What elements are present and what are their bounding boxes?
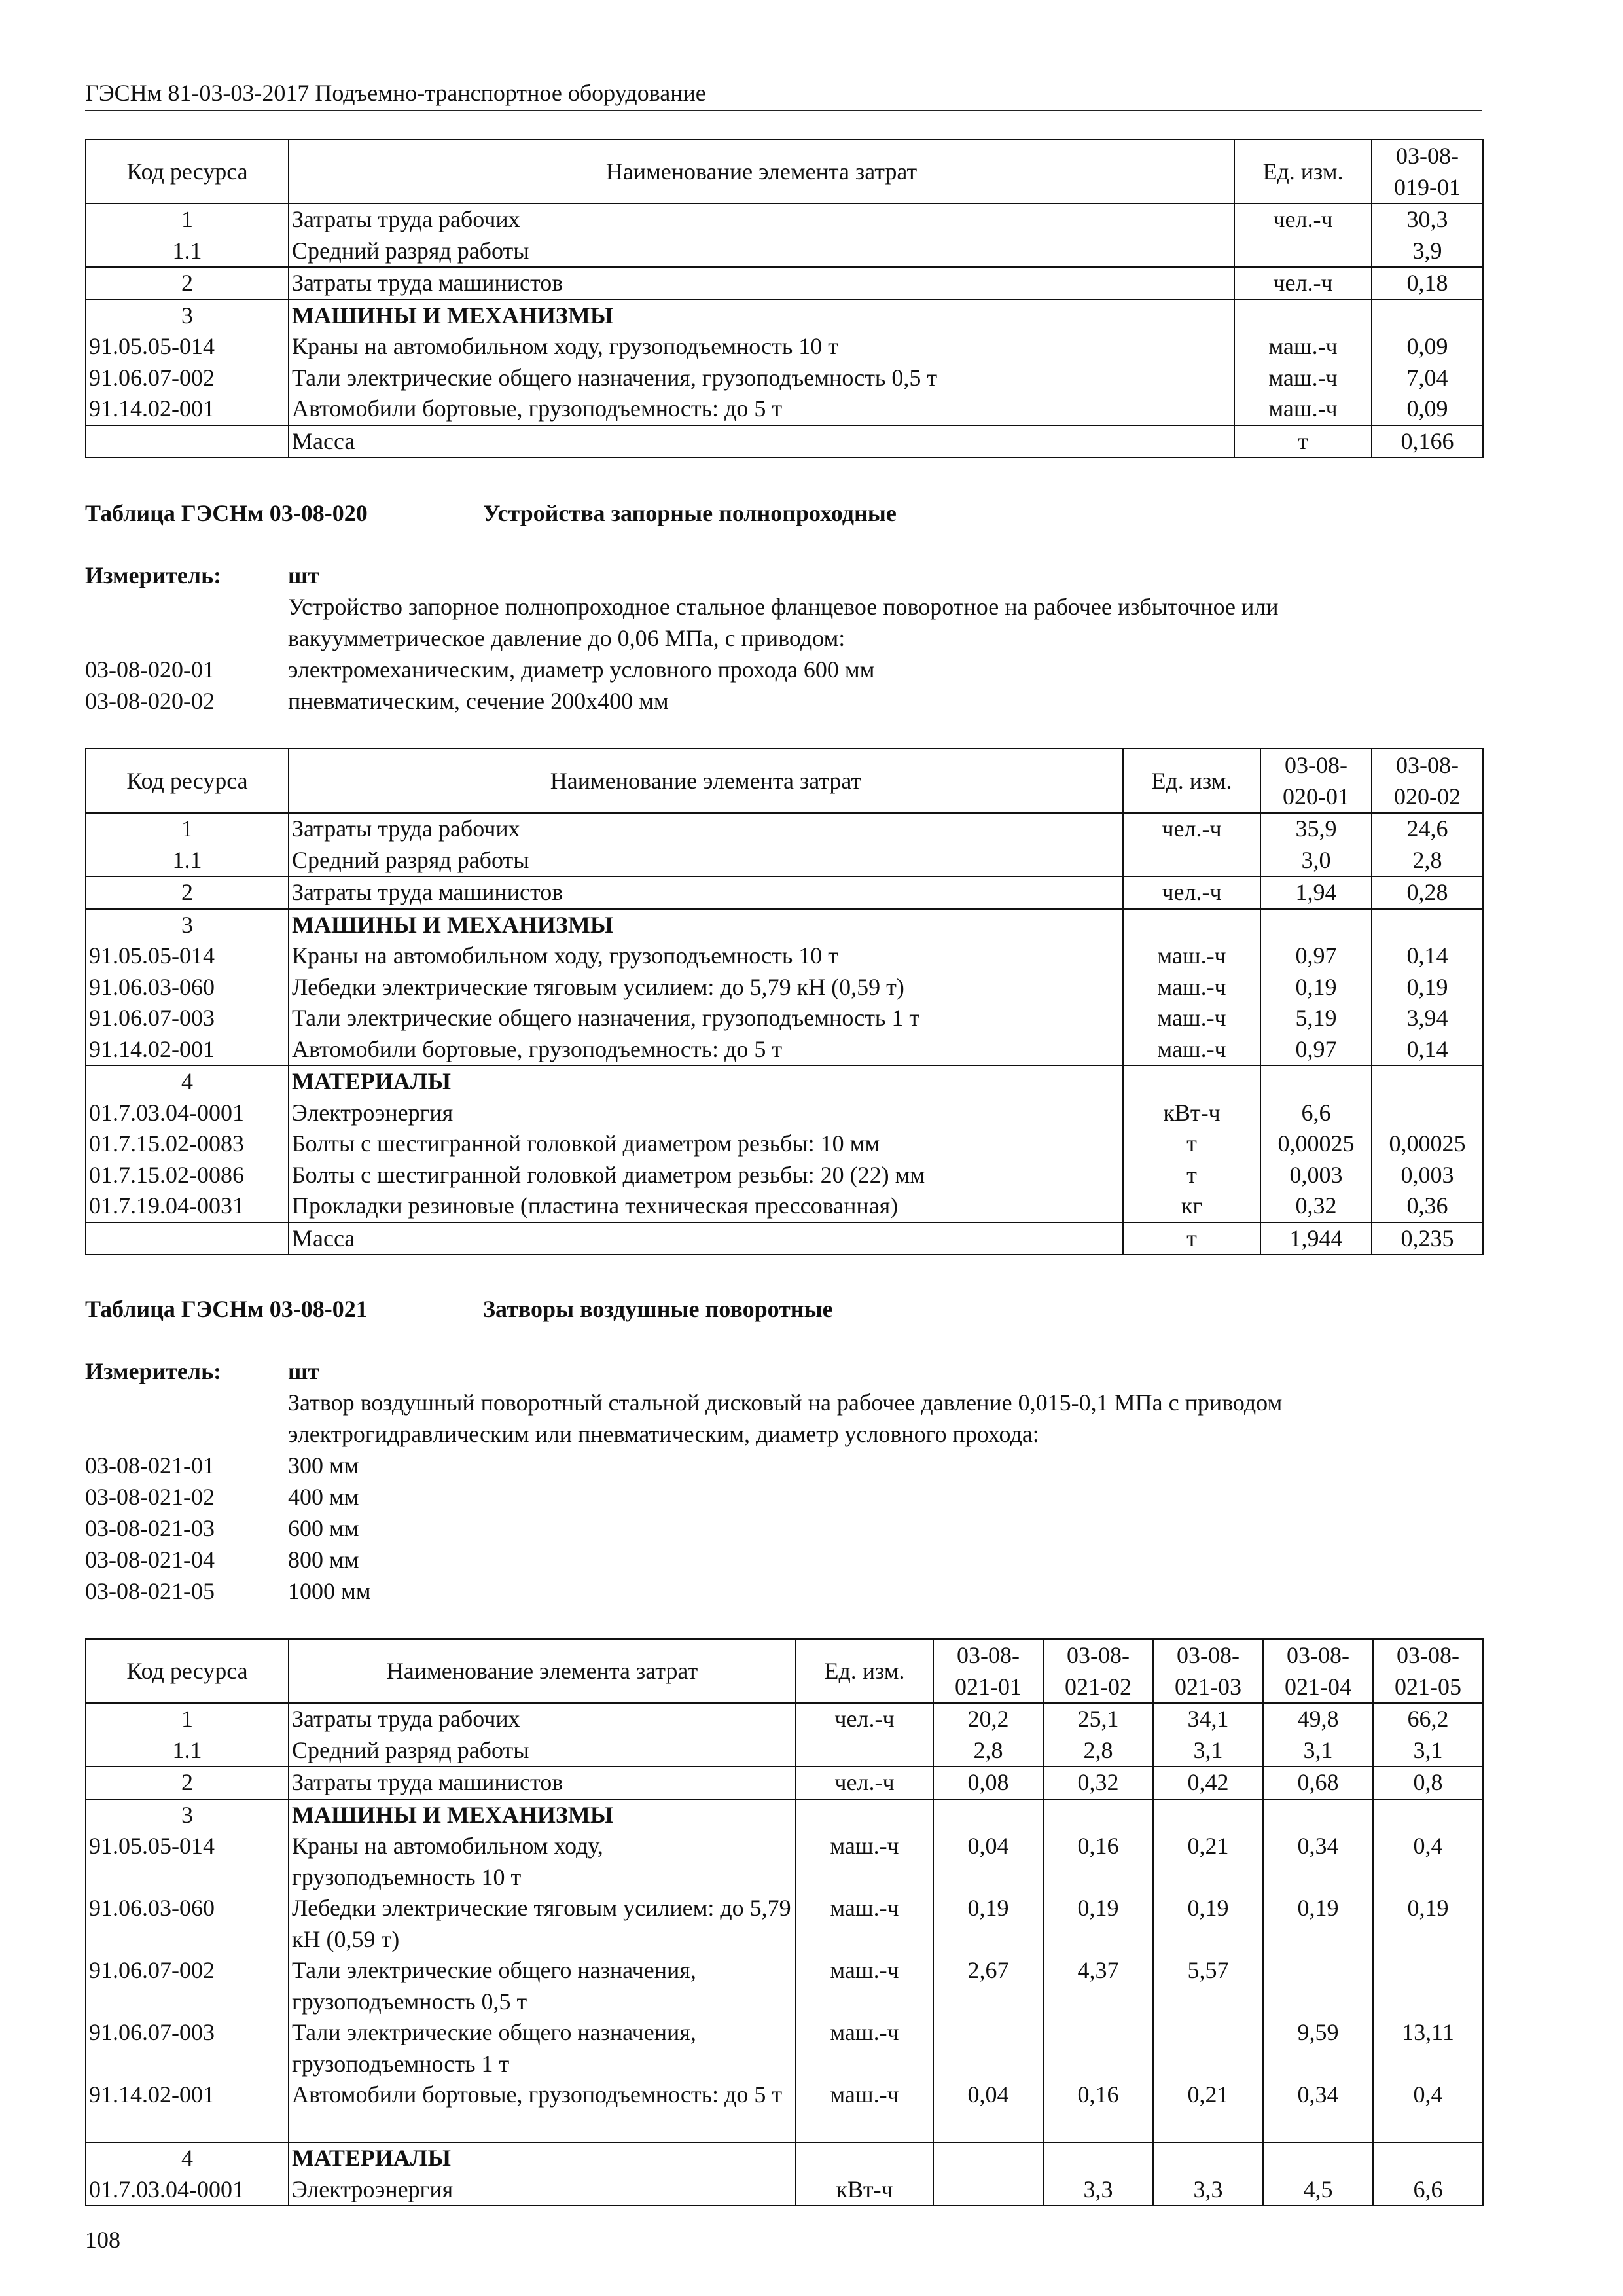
resource-code bbox=[86, 425, 289, 458]
unit-cell: кВт-ч bbox=[1123, 1098, 1260, 1129]
value-cell: 3,3 bbox=[1153, 2174, 1263, 2206]
unit-cell: маш.-ч bbox=[796, 1831, 933, 1893]
norm-description: пневматическим, сечение 200х400 мм bbox=[288, 688, 669, 714]
unit-cell: маш.-ч bbox=[1123, 1003, 1260, 1034]
norm-code: 03-08-020-01 bbox=[85, 656, 215, 683]
cost-element-name: Лебедки электрические тяговым усилием: до 5,79 кН (0,59 т) bbox=[289, 972, 1123, 1003]
resource-code: 91.06.07-002 bbox=[86, 363, 289, 394]
cost-element-name: Средний разряд работы bbox=[289, 236, 1234, 268]
table-row bbox=[86, 1831, 1483, 1893]
value-cell bbox=[933, 1799, 1043, 1831]
header-norm-column: 03-08-021-02 bbox=[1043, 1639, 1153, 1703]
cost-element-name: МАШИНЫ И МЕХАНИЗМЫ bbox=[289, 909, 1123, 941]
value-cell: 0,42 bbox=[1153, 1767, 1263, 1799]
resource-code: 01.7.03.04-0001 bbox=[86, 1098, 289, 1129]
unit-cell: маш.-ч bbox=[796, 1893, 933, 1955]
unit-cell: маш.-ч bbox=[1234, 393, 1372, 425]
value-cell: 25,1 bbox=[1043, 1703, 1153, 1735]
description-line: вакуумметрическое давление до 0,06 МПа, с приводом: bbox=[288, 625, 846, 651]
resource-code: 1.1 bbox=[86, 236, 289, 268]
value-cell: 3,1 bbox=[1263, 1735, 1373, 1767]
value-cell: 9,59 bbox=[1263, 2017, 1373, 2079]
value-cell: 4,5 bbox=[1263, 2174, 1373, 2206]
value-cell: 0,09 bbox=[1372, 331, 1483, 363]
resource-table-03-08-020 bbox=[85, 748, 1484, 1255]
value-cell bbox=[1373, 2142, 1483, 2174]
cost-element-name: Электроэнергия bbox=[289, 2174, 796, 2206]
resource-code: 4 bbox=[86, 1066, 289, 1098]
value-cell: 0,8 bbox=[1373, 1767, 1483, 1799]
value-cell: 2,8 bbox=[1372, 845, 1483, 877]
cost-element-name: Затраты труда рабочих bbox=[289, 204, 1234, 236]
header-norm-column: 03-08-021-01 bbox=[933, 1639, 1043, 1703]
resource-code: 3 bbox=[86, 300, 289, 332]
header-norm-column: 03-08-021-03 bbox=[1153, 1639, 1263, 1703]
table-row bbox=[86, 267, 1483, 300]
cost-element-name: Средний разряд работы bbox=[289, 845, 1123, 877]
cost-element-name: МАШИНЫ И МЕХАНИЗМЫ bbox=[289, 300, 1234, 332]
value-cell: 4,37 bbox=[1043, 1955, 1153, 2017]
unit-cell: т bbox=[1123, 1128, 1260, 1160]
table-row bbox=[86, 331, 1483, 363]
table-row bbox=[86, 2142, 1483, 2174]
value-cell: 6,6 bbox=[1260, 1098, 1372, 1129]
table-row bbox=[86, 845, 1483, 877]
cost-element-name: Прокладки резиновые (пластина техническая прессованная) bbox=[289, 1191, 1123, 1223]
header-name: Наименование элемента затрат bbox=[289, 139, 1234, 204]
unit-cell: т bbox=[1123, 1160, 1260, 1191]
cost-element-name: Автомобили бортовые, грузоподъемность: до 5 т bbox=[289, 2079, 796, 2142]
header-norm-column: 03-08-020-02 bbox=[1372, 749, 1483, 813]
value-cell: 13,11 bbox=[1373, 2017, 1483, 2079]
value-cell: 0,34 bbox=[1263, 1831, 1373, 1893]
resource-code: 1.1 bbox=[86, 845, 289, 877]
norm-code: 03-08-021-05 bbox=[85, 1578, 215, 1604]
table-row bbox=[86, 1128, 1483, 1160]
table-row bbox=[86, 813, 1483, 845]
value-cell: 0,32 bbox=[1043, 1767, 1153, 1799]
table-header-row bbox=[86, 749, 1483, 813]
value-cell: 1,94 bbox=[1260, 876, 1372, 909]
header-name: Наименование элемента затрат bbox=[289, 1639, 796, 1703]
unit-cell: маш.-ч bbox=[1123, 972, 1260, 1003]
norm-description: 400 мм bbox=[288, 1484, 359, 1510]
resource-code bbox=[86, 1223, 289, 1255]
cost-element-name: Электроэнергия bbox=[289, 1098, 1123, 1129]
description-line: Затвор воздушный поворотный стальной дисковый на рабочее давление 0,015-0,1 МПа с приводом bbox=[288, 1390, 1283, 1416]
resource-code: 3 bbox=[86, 909, 289, 941]
unit-cell: чел.-ч bbox=[1123, 813, 1260, 845]
unit-cell: чел.-ч bbox=[796, 1703, 933, 1735]
resource-code: 2 bbox=[86, 1767, 289, 1799]
value-cell: 49,8 bbox=[1263, 1703, 1373, 1735]
cost-element-name: Затраты труда машинистов bbox=[289, 1767, 796, 1799]
value-cell bbox=[1043, 2017, 1153, 2079]
cost-element-name: Краны на автомобильном ходу, грузоподъемность 10 т bbox=[289, 1831, 796, 1893]
value-cell: 0,14 bbox=[1372, 1034, 1483, 1066]
value-cell bbox=[1043, 1799, 1153, 1831]
norm-description: 600 мм bbox=[288, 1515, 359, 1541]
meter-unit-021: шт bbox=[288, 1358, 320, 1384]
cost-element-name: Масса bbox=[289, 425, 1234, 458]
cost-element-name: МАТЕРИАЛЫ bbox=[289, 1066, 1123, 1098]
unit-cell: маш.-ч bbox=[1123, 941, 1260, 972]
resource-code: 91.05.05-014 bbox=[86, 941, 289, 972]
table-row bbox=[86, 425, 1483, 458]
cost-element-name: Болты с шестигранной головкой диаметром резьбы: 20 (22) мм bbox=[289, 1160, 1123, 1191]
table-row bbox=[86, 1955, 1483, 2017]
resource-code: 01.7.03.04-0001 bbox=[86, 2174, 289, 2206]
value-cell: 66,2 bbox=[1373, 1703, 1483, 1735]
table-row bbox=[86, 1735, 1483, 1767]
norm-description: 800 мм bbox=[288, 1547, 359, 1573]
value-cell bbox=[1263, 1799, 1373, 1831]
value-cell: 0,19 bbox=[1260, 972, 1372, 1003]
unit-cell: чел.-ч bbox=[1234, 204, 1372, 236]
header-unit: Ед. изм. bbox=[796, 1639, 933, 1703]
cost-element-name: Затраты труда рабочих bbox=[289, 813, 1123, 845]
value-cell: 0,36 bbox=[1372, 1191, 1483, 1223]
header-norm-column: 03-08-020-01 bbox=[1260, 749, 1372, 813]
resource-code: 91.06.07-003 bbox=[86, 1003, 289, 1034]
norm-code: 03-08-021-01 bbox=[85, 1452, 215, 1479]
value-cell: 0,32 bbox=[1260, 1191, 1372, 1223]
unit-cell: чел.-ч bbox=[1234, 267, 1372, 300]
table-row bbox=[86, 1703, 1483, 1735]
value-cell: 0,235 bbox=[1372, 1223, 1483, 1255]
table-label-021: Таблица ГЭСНм 03-08-021 bbox=[85, 1296, 368, 1322]
resource-code: 91.14.02-001 bbox=[86, 1034, 289, 1066]
unit-cell: т bbox=[1123, 1223, 1260, 1255]
table-row bbox=[86, 1799, 1483, 1831]
table-label-020: Таблица ГЭСНм 03-08-020 bbox=[85, 500, 368, 526]
norm-code: 03-08-021-02 bbox=[85, 1484, 215, 1510]
value-cell bbox=[1373, 1955, 1483, 2017]
resource-code: 91.05.05-014 bbox=[86, 331, 289, 363]
unit-cell: маш.-ч bbox=[796, 2079, 933, 2142]
unit-cell: чел.-ч bbox=[796, 1767, 933, 1799]
value-cell: 0,19 bbox=[1043, 1893, 1153, 1955]
header-unit: Ед. изм. bbox=[1123, 749, 1260, 813]
value-cell: 0,00025 bbox=[1372, 1128, 1483, 1160]
cost-element-name: Затраты труда машинистов bbox=[289, 267, 1234, 300]
value-cell: 2,8 bbox=[933, 1735, 1043, 1767]
value-cell bbox=[1263, 1955, 1373, 2017]
table-row bbox=[86, 2017, 1483, 2079]
value-cell: 0,97 bbox=[1260, 1034, 1372, 1066]
value-cell: 0,4 bbox=[1373, 1831, 1483, 1893]
unit-cell bbox=[796, 2142, 933, 2174]
resource-code: 91.06.03-060 bbox=[86, 1893, 289, 1955]
cost-element-name: Затраты труда машинистов bbox=[289, 876, 1123, 909]
cost-element-name: Масса bbox=[289, 1223, 1123, 1255]
value-cell bbox=[1372, 1066, 1483, 1098]
unit-cell bbox=[1234, 300, 1372, 332]
header-norm-column: 03-08-021-05 bbox=[1373, 1639, 1483, 1703]
table-row bbox=[86, 876, 1483, 909]
cost-element-name: МАШИНЫ И МЕХАНИЗМЫ bbox=[289, 1799, 796, 1831]
value-cell: 0,16 bbox=[1043, 2079, 1153, 2142]
value-cell bbox=[1153, 2142, 1263, 2174]
unit-cell bbox=[1123, 1066, 1260, 1098]
cost-element-name: Болты с шестигранной головкой диаметром резьбы: 10 мм bbox=[289, 1128, 1123, 1160]
cost-element-name: Средний разряд работы bbox=[289, 1735, 796, 1767]
value-cell: 5,19 bbox=[1260, 1003, 1372, 1034]
value-cell bbox=[1372, 300, 1483, 332]
table-row bbox=[86, 2174, 1483, 2206]
value-cell: 0,97 bbox=[1260, 941, 1372, 972]
resource-code: 91.06.03-060 bbox=[86, 972, 289, 1003]
cost-element-name: Автомобили бортовые, грузоподъемность: до 5 т bbox=[289, 1034, 1123, 1066]
value-cell: 0,19 bbox=[933, 1893, 1043, 1955]
resource-code: 1 bbox=[86, 813, 289, 845]
resource-code: 91.14.02-001 bbox=[86, 2079, 289, 2142]
value-cell: 0,16 bbox=[1043, 1831, 1153, 1893]
value-cell: 0,19 bbox=[1373, 1893, 1483, 1955]
table-row bbox=[86, 1098, 1483, 1129]
table-row bbox=[86, 909, 1483, 941]
resource-code: 3 bbox=[86, 1799, 289, 1831]
cost-element-name: Лебедки электрические тяговым усилием: до 5,79 кН (0,59 т) bbox=[289, 1893, 796, 1955]
resource-code: 91.14.02-001 bbox=[86, 393, 289, 425]
unit-cell bbox=[1123, 909, 1260, 941]
resource-code: 01.7.15.02-0083 bbox=[86, 1128, 289, 1160]
unit-cell: маш.-ч bbox=[1234, 331, 1372, 363]
value-cell: 0,14 bbox=[1372, 941, 1483, 972]
resource-table-03-08-021 bbox=[85, 1638, 1484, 2206]
value-cell bbox=[933, 2017, 1043, 2079]
norm-description: 1000 мм bbox=[288, 1578, 371, 1604]
table-row bbox=[86, 1066, 1483, 1098]
resource-code: 4 bbox=[86, 2142, 289, 2174]
table-row bbox=[86, 363, 1483, 394]
value-cell: 0,003 bbox=[1372, 1160, 1483, 1191]
cost-element-name: МАТЕРИАЛЫ bbox=[289, 2142, 796, 2174]
norm-code: 03-08-021-03 bbox=[85, 1515, 215, 1541]
table-row bbox=[86, 1223, 1483, 1255]
value-cell: 30,3 bbox=[1372, 204, 1483, 236]
description-line: электрогидравлическим или пневматическим, диаметр условного прохода: bbox=[288, 1421, 1039, 1447]
resource-table-03-08-019 bbox=[85, 139, 1484, 458]
table-row bbox=[86, 1003, 1483, 1034]
value-cell: 3,3 bbox=[1043, 2174, 1153, 2206]
value-cell: 2,67 bbox=[933, 1955, 1043, 2017]
table-row bbox=[86, 941, 1483, 972]
resource-code: 01.7.15.02-0086 bbox=[86, 1160, 289, 1191]
unit-cell: маш.-ч bbox=[796, 1955, 933, 2017]
value-cell: 0,18 bbox=[1372, 267, 1483, 300]
page-number: 108 bbox=[85, 2227, 120, 2253]
meter-unit-020: шт bbox=[288, 562, 320, 588]
page-header: ГЭСНм 81-03-03-2017 Подъемно-транспортное оборудование bbox=[85, 77, 1482, 111]
value-cell bbox=[1372, 909, 1483, 941]
resource-code: 01.7.19.04-0031 bbox=[86, 1191, 289, 1223]
value-cell bbox=[1260, 909, 1372, 941]
value-cell: 0,166 bbox=[1372, 425, 1483, 458]
value-cell bbox=[1153, 1799, 1263, 1831]
value-cell bbox=[1043, 2142, 1153, 2174]
header-norm-column: 03-08-021-04 bbox=[1263, 1639, 1373, 1703]
resource-code: 1 bbox=[86, 1703, 289, 1735]
table-row bbox=[86, 1893, 1483, 1955]
table-row bbox=[86, 1191, 1483, 1223]
resource-code: 2 bbox=[86, 876, 289, 909]
unit-cell: кг bbox=[1123, 1191, 1260, 1223]
table-title-021: Затворы воздушные поворотные bbox=[483, 1296, 833, 1322]
value-cell: 0,28 bbox=[1372, 876, 1483, 909]
value-cell: 0,19 bbox=[1263, 1893, 1373, 1955]
cost-element-name: Краны на автомобильном ходу, грузоподъемность 10 т bbox=[289, 941, 1123, 972]
resource-code: 91.06.07-002 bbox=[86, 1955, 289, 2017]
value-cell: 2,8 bbox=[1043, 1735, 1153, 1767]
meter-label-020: Измеритель: bbox=[85, 562, 222, 588]
table-row bbox=[86, 393, 1483, 425]
cost-element-name: Тали электрические общего назначения, грузоподъемность 1 т bbox=[289, 1003, 1123, 1034]
cost-element-name: Затраты труда рабочих bbox=[289, 1703, 796, 1735]
unit-cell: маш.-ч bbox=[1123, 1034, 1260, 1066]
value-cell: 3,94 bbox=[1372, 1003, 1483, 1034]
unit-cell bbox=[1123, 845, 1260, 877]
value-cell: 0,00025 bbox=[1260, 1128, 1372, 1160]
value-cell bbox=[1372, 1098, 1483, 1129]
resource-code: 91.06.07-003 bbox=[86, 2017, 289, 2079]
value-cell: 5,57 bbox=[1153, 1955, 1263, 2017]
value-cell: 24,6 bbox=[1372, 813, 1483, 845]
resource-code: 1.1 bbox=[86, 1735, 289, 1767]
value-cell: 3,1 bbox=[1153, 1735, 1263, 1767]
value-cell: 0,19 bbox=[1153, 1893, 1263, 1955]
header-code: Код ресурса bbox=[86, 749, 289, 813]
cost-element-name: Тали электрические общего назначения, грузоподъемность 0,5 т bbox=[289, 1955, 796, 2017]
header-norm-column: 03-08-019-01 bbox=[1372, 139, 1483, 204]
table-row bbox=[86, 972, 1483, 1003]
value-cell: 35,9 bbox=[1260, 813, 1372, 845]
value-cell bbox=[1373, 1799, 1483, 1831]
value-cell bbox=[1263, 2142, 1373, 2174]
header-code: Код ресурса bbox=[86, 1639, 289, 1703]
value-cell: 34,1 bbox=[1153, 1703, 1263, 1735]
unit-cell: маш.-ч bbox=[796, 2017, 933, 2079]
cost-element-name: Тали электрические общего назначения, грузоподъемность 0,5 т bbox=[289, 363, 1234, 394]
table-header-row bbox=[86, 1639, 1483, 1703]
value-cell: 0,04 bbox=[933, 2079, 1043, 2142]
unit-cell bbox=[1234, 236, 1372, 268]
value-cell: 3,1 bbox=[1373, 1735, 1483, 1767]
value-cell: 0,4 bbox=[1373, 2079, 1483, 2142]
norm-code: 03-08-020-02 bbox=[85, 688, 215, 714]
value-cell: 6,6 bbox=[1373, 2174, 1483, 2206]
description-line: Устройство запорное полнопроходное стальное фланцевое поворотное на рабочее избыточное или bbox=[288, 594, 1279, 620]
header-code: Код ресурса bbox=[86, 139, 289, 204]
value-cell bbox=[1153, 2017, 1263, 2079]
cost-element-name: Краны на автомобильном ходу, грузоподъемность 10 т bbox=[289, 331, 1234, 363]
unit-cell: маш.-ч bbox=[1234, 363, 1372, 394]
resource-code: 2 bbox=[86, 267, 289, 300]
unit-cell: т bbox=[1234, 425, 1372, 458]
value-cell: 0,21 bbox=[1153, 2079, 1263, 2142]
resource-code: 1 bbox=[86, 204, 289, 236]
unit-cell bbox=[796, 1799, 933, 1831]
unit-cell: кВт-ч bbox=[796, 2174, 933, 2206]
table-row bbox=[86, 204, 1483, 236]
value-cell: 0,21 bbox=[1153, 1831, 1263, 1893]
value-cell: 0,09 bbox=[1372, 393, 1483, 425]
cost-element-name: Тали электрические общего назначения, грузоподъемность 1 т bbox=[289, 2017, 796, 2079]
meter-label-021: Измеритель: bbox=[85, 1358, 222, 1384]
value-cell: 0,04 bbox=[933, 1831, 1043, 1893]
table-row bbox=[86, 1767, 1483, 1799]
table-row bbox=[86, 300, 1483, 332]
resource-code: 91.05.05-014 bbox=[86, 1831, 289, 1893]
value-cell: 1,944 bbox=[1260, 1223, 1372, 1255]
header-unit: Ед. изм. bbox=[1234, 139, 1372, 204]
value-cell: 0,08 bbox=[933, 1767, 1043, 1799]
table-title-020: Устройства запорные полнопроходные bbox=[483, 500, 897, 526]
table-header-row bbox=[86, 139, 1483, 204]
value-cell: 3,0 bbox=[1260, 845, 1372, 877]
value-cell: 0,19 bbox=[1372, 972, 1483, 1003]
norm-description: электромеханическим, диаметр условного прохода 600 мм bbox=[288, 656, 875, 683]
table-row bbox=[86, 1160, 1483, 1191]
unit-cell: чел.-ч bbox=[1123, 876, 1260, 909]
value-cell: 7,04 bbox=[1372, 363, 1483, 394]
table-row bbox=[86, 1034, 1483, 1066]
value-cell: 3,9 bbox=[1372, 236, 1483, 268]
value-cell: 20,2 bbox=[933, 1703, 1043, 1735]
table-row bbox=[86, 2079, 1483, 2142]
table-row bbox=[86, 236, 1483, 268]
value-cell: 0,34 bbox=[1263, 2079, 1373, 2142]
value-cell bbox=[1260, 1066, 1372, 1098]
unit-cell bbox=[796, 1735, 933, 1767]
norm-code: 03-08-021-04 bbox=[85, 1547, 215, 1573]
value-cell: 0,003 bbox=[1260, 1160, 1372, 1191]
header-name: Наименование элемента затрат bbox=[289, 749, 1123, 813]
value-cell bbox=[933, 2174, 1043, 2206]
value-cell: 0,68 bbox=[1263, 1767, 1373, 1799]
cost-element-name: Автомобили бортовые, грузоподъемность: до 5 т bbox=[289, 393, 1234, 425]
norm-description: 300 мм bbox=[288, 1452, 359, 1479]
value-cell bbox=[933, 2142, 1043, 2174]
